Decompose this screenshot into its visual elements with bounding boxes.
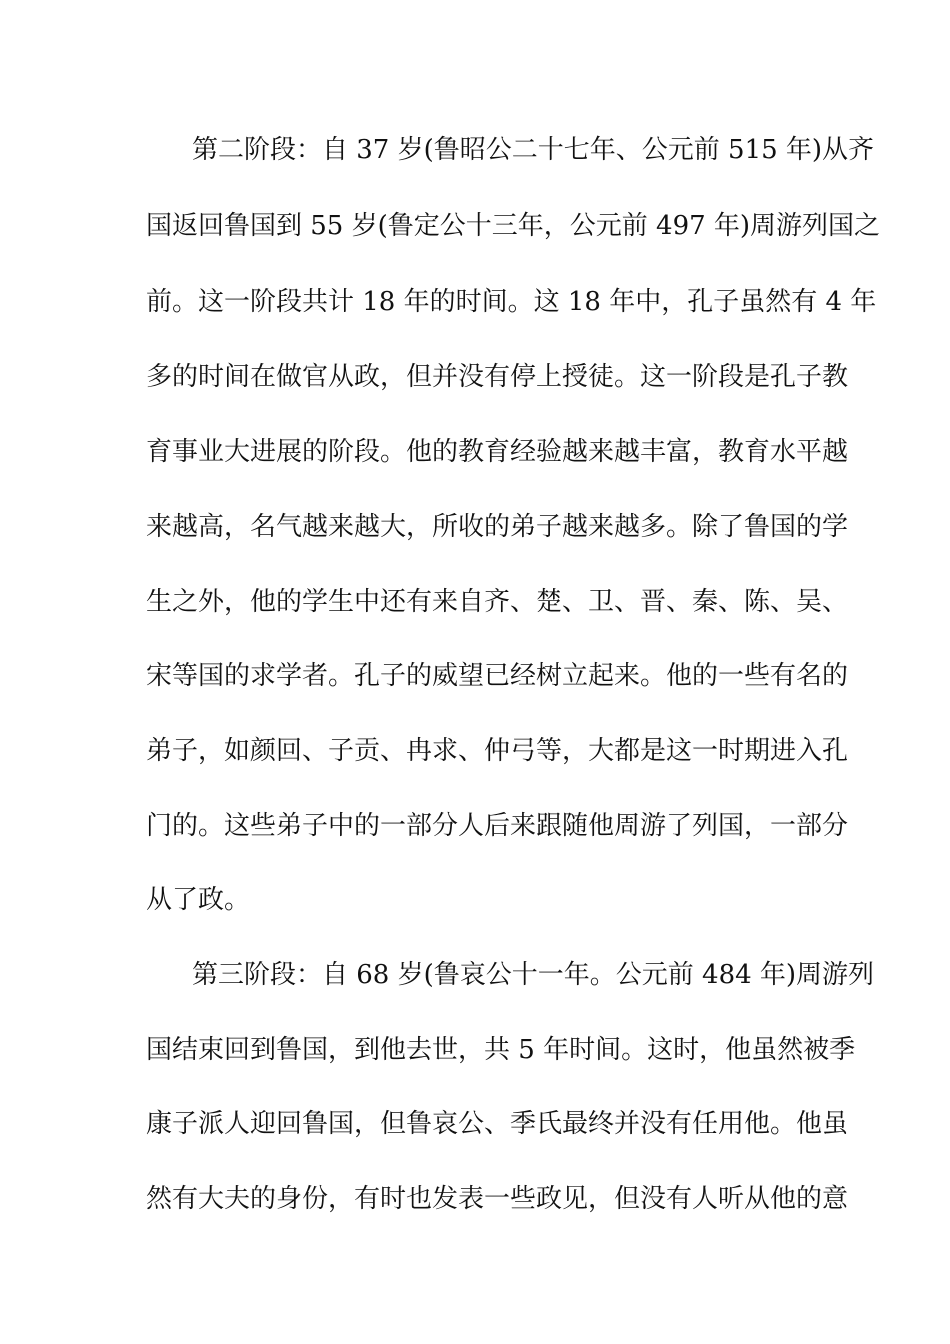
paragraph-line: 国返回鲁国到 55 岁(鲁定公十三年，公元前 497 年)周游列国之 [146,211,881,241]
paragraph-line: 第二阶段：自 37 岁(鲁昭公二十七年、公元前 515 年)从齐 [192,135,875,165]
paragraph-line: 门的。这些弟子中的一部分人后来跟随他周游了列国，一部分 [146,811,849,841]
paragraph-line: 康子派人迎回鲁国，但鲁哀公、季氏最终并没有任用他。他虽 [146,1109,849,1139]
paragraph-line: 然有大夫的身份，有时也发表一些政见，但没有人听从他的意 [146,1184,849,1214]
paragraph-line: 生之外，他的学生中还有来自齐、楚、卫、晋、秦、陈、吴、 [146,587,849,617]
paragraph-line: 弟子，如颜回、子贡、冉求、仲弓等，大都是这一时期进入孔 [146,736,849,766]
paragraph-line: 国结束回到鲁国，到他去世，共 5 年时间。这时，他虽然被季 [146,1035,856,1065]
paragraph-line: 育事业大进展的阶段。他的教育经验越来越丰富，教育水平越 [146,437,849,467]
paragraph-line: 来越高，名气越来越大，所收的弟子越来越多。除了鲁国的学 [146,512,849,542]
paragraph-line: 从了政。 [146,885,251,915]
paragraph-line: 宋等国的求学者。孔子的威望已经树立起来。他的一些有名的 [146,661,849,691]
paragraph-line: 前。这一阶段共计 18 年的时间。这 18 年中，孔子虽然有 4 年 [146,287,877,317]
paragraph-line: 第三阶段：自 68 岁(鲁哀公十一年。公元前 484 年)周游列 [192,960,875,990]
paragraph-line: 多的时间在做官从政，但并没有停上授徒。这一阶段是孔子教 [146,362,849,392]
